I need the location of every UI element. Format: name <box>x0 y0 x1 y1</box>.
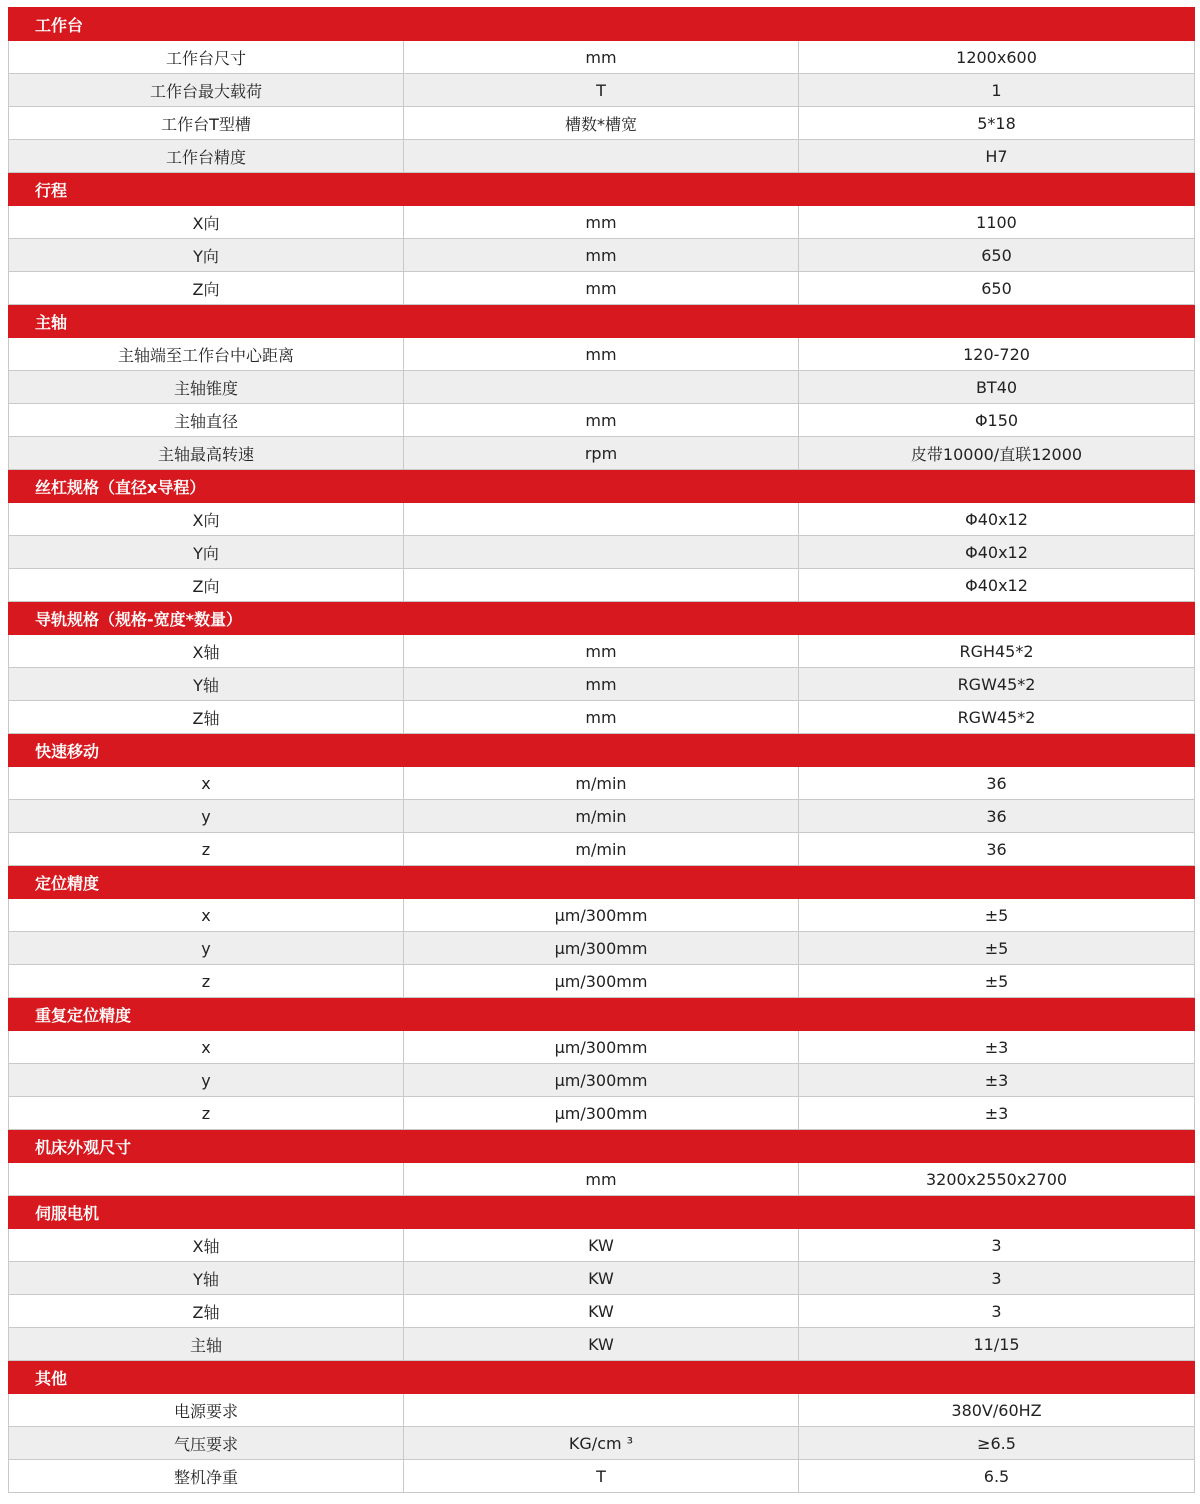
section-title: 快速移动 <box>9 734 1195 767</box>
value-cell: 5*18 <box>799 107 1195 140</box>
section-header-row <box>9 470 1195 503</box>
unit-cell: rpm <box>404 437 799 470</box>
param-name-cell: X轴 <box>9 635 404 668</box>
param-name-cell: x <box>9 1031 404 1064</box>
table-row <box>9 635 1195 668</box>
table-row <box>9 107 1195 140</box>
table-row <box>9 1328 1195 1361</box>
unit-cell <box>404 569 799 602</box>
param-name-cell: Z轴 <box>9 701 404 734</box>
table-row <box>9 1427 1195 1460</box>
section-title: 伺服电机 <box>9 1196 1195 1229</box>
value-cell: 11/15 <box>799 1328 1195 1361</box>
param-name-cell: 整机净重 <box>9 1460 404 1493</box>
value-cell: H7 <box>799 140 1195 173</box>
table-row <box>9 932 1195 965</box>
table-row <box>9 437 1195 470</box>
unit-cell: μm/300mm <box>404 932 799 965</box>
value-cell: 皮带10000/直联12000 <box>799 437 1195 470</box>
section-title: 重复定位精度 <box>9 998 1195 1031</box>
param-name-cell: z <box>9 833 404 866</box>
unit-cell: KW <box>404 1295 799 1328</box>
param-name-cell: 工作台精度 <box>9 140 404 173</box>
param-name-cell: 主轴最高转速 <box>9 437 404 470</box>
unit-cell: T <box>404 74 799 107</box>
value-cell: 3 <box>799 1229 1195 1262</box>
section-header-row <box>9 173 1195 206</box>
table-row <box>9 371 1195 404</box>
param-name-cell: Y向 <box>9 239 404 272</box>
unit-cell: μm/300mm <box>404 1031 799 1064</box>
table-row <box>9 1394 1195 1427</box>
value-cell: 650 <box>799 272 1195 305</box>
table-row <box>9 74 1195 107</box>
param-name-cell: 工作台尺寸 <box>9 41 404 74</box>
unit-cell: mm <box>404 338 799 371</box>
param-name-cell: 工作台T型槽 <box>9 107 404 140</box>
value-cell: ±3 <box>799 1097 1195 1130</box>
unit-cell: μm/300mm <box>404 899 799 932</box>
value-cell: 650 <box>799 239 1195 272</box>
table-row <box>9 668 1195 701</box>
spec-table-body <box>9 8 1195 1493</box>
section-header-row <box>9 305 1195 338</box>
param-name-cell: 工作台最大载荷 <box>9 74 404 107</box>
param-name-cell: z <box>9 965 404 998</box>
param-name-cell: X向 <box>9 503 404 536</box>
param-name-cell: 主轴直径 <box>9 404 404 437</box>
value-cell: 3200x2550x2700 <box>799 1163 1195 1196</box>
param-name-cell: X向 <box>9 206 404 239</box>
value-cell: 6.5 <box>799 1460 1195 1493</box>
unit-cell: m/min <box>404 767 799 800</box>
unit-cell: KG/cm ³ <box>404 1427 799 1460</box>
table-row <box>9 1097 1195 1130</box>
unit-cell <box>404 536 799 569</box>
unit-cell: μm/300mm <box>404 1097 799 1130</box>
value-cell: ≥6.5 <box>799 1427 1195 1460</box>
table-row <box>9 1262 1195 1295</box>
param-name-cell: 气压要求 <box>9 1427 404 1460</box>
table-row <box>9 701 1195 734</box>
value-cell: Φ40x12 <box>799 569 1195 602</box>
param-name-cell: Y向 <box>9 536 404 569</box>
section-header-row <box>9 866 1195 899</box>
unit-cell: KW <box>404 1229 799 1262</box>
table-row <box>9 1229 1195 1262</box>
unit-cell: m/min <box>404 833 799 866</box>
param-name-cell: x <box>9 899 404 932</box>
table-row <box>9 41 1195 74</box>
param-name-cell: Z轴 <box>9 1295 404 1328</box>
unit-cell: mm <box>404 239 799 272</box>
table-row <box>9 899 1195 932</box>
param-name-cell: z <box>9 1097 404 1130</box>
param-name-cell: Z向 <box>9 272 404 305</box>
unit-cell: mm <box>404 1163 799 1196</box>
param-name-cell <box>9 1163 404 1196</box>
section-title: 主轴 <box>9 305 1195 338</box>
table-row <box>9 206 1195 239</box>
value-cell: 36 <box>799 800 1195 833</box>
param-name-cell: y <box>9 1064 404 1097</box>
value-cell: 1100 <box>799 206 1195 239</box>
table-row <box>9 965 1195 998</box>
param-name-cell: x <box>9 767 404 800</box>
unit-cell: mm <box>404 404 799 437</box>
value-cell: 1200x600 <box>799 41 1195 74</box>
unit-cell: m/min <box>404 800 799 833</box>
unit-cell: mm <box>404 272 799 305</box>
param-name-cell: 主轴 <box>9 1328 404 1361</box>
value-cell: 120-720 <box>799 338 1195 371</box>
table-row <box>9 800 1195 833</box>
section-title: 定位精度 <box>9 866 1195 899</box>
unit-cell: mm <box>404 41 799 74</box>
value-cell: 3 <box>799 1262 1195 1295</box>
unit-cell <box>404 503 799 536</box>
table-row <box>9 569 1195 602</box>
param-name-cell: Y轴 <box>9 1262 404 1295</box>
table-row <box>9 1295 1195 1328</box>
table-row <box>9 536 1195 569</box>
unit-cell <box>404 1394 799 1427</box>
value-cell: 1 <box>799 74 1195 107</box>
table-row <box>9 503 1195 536</box>
section-title: 工作台 <box>9 8 1195 41</box>
value-cell: RGW45*2 <box>799 701 1195 734</box>
value-cell: 36 <box>799 833 1195 866</box>
param-name-cell: 电源要求 <box>9 1394 404 1427</box>
section-header-row <box>9 1130 1195 1163</box>
unit-cell: KW <box>404 1262 799 1295</box>
unit-cell: mm <box>404 206 799 239</box>
table-row <box>9 767 1195 800</box>
section-header-row <box>9 1361 1195 1394</box>
value-cell: RGW45*2 <box>799 668 1195 701</box>
value-cell: BT40 <box>799 371 1195 404</box>
section-title: 导轨规格（规格-宽度*数量） <box>9 602 1195 635</box>
unit-cell: μm/300mm <box>404 1064 799 1097</box>
param-name-cell: Z向 <box>9 569 404 602</box>
value-cell: 380V/60HZ <box>799 1394 1195 1427</box>
section-title: 行程 <box>9 173 1195 206</box>
section-header-row <box>9 8 1195 41</box>
section-header-row <box>9 602 1195 635</box>
value-cell: ±5 <box>799 965 1195 998</box>
unit-cell: 槽数*槽宽 <box>404 107 799 140</box>
unit-cell: T <box>404 1460 799 1493</box>
unit-cell: KW <box>404 1328 799 1361</box>
value-cell: 3 <box>799 1295 1195 1328</box>
section-title: 丝杠规格（直径x导程） <box>9 470 1195 503</box>
param-name-cell: X轴 <box>9 1229 404 1262</box>
unit-cell: mm <box>404 635 799 668</box>
section-title: 机床外观尺寸 <box>9 1130 1195 1163</box>
table-row <box>9 404 1195 437</box>
value-cell: Φ40x12 <box>799 503 1195 536</box>
param-name-cell: 主轴端至工作台中心距离 <box>9 338 404 371</box>
table-row <box>9 1064 1195 1097</box>
unit-cell <box>404 371 799 404</box>
table-row <box>9 239 1195 272</box>
section-title: 其他 <box>9 1361 1195 1394</box>
section-header-row <box>9 1196 1195 1229</box>
value-cell: ±5 <box>799 932 1195 965</box>
unit-cell: μm/300mm <box>404 965 799 998</box>
param-name-cell: y <box>9 932 404 965</box>
param-name-cell: 主轴锥度 <box>9 371 404 404</box>
table-row <box>9 1460 1195 1493</box>
table-row <box>9 140 1195 173</box>
value-cell: ±3 <box>799 1031 1195 1064</box>
table-row <box>9 272 1195 305</box>
section-header-row <box>9 998 1195 1031</box>
unit-cell: mm <box>404 701 799 734</box>
value-cell: 36 <box>799 767 1195 800</box>
value-cell: Φ150 <box>799 404 1195 437</box>
param-name-cell: y <box>9 800 404 833</box>
unit-cell <box>404 140 799 173</box>
value-cell: ±3 <box>799 1064 1195 1097</box>
table-row <box>9 833 1195 866</box>
section-header-row <box>9 734 1195 767</box>
unit-cell: mm <box>404 668 799 701</box>
param-name-cell: Y轴 <box>9 668 404 701</box>
table-row <box>9 338 1195 371</box>
value-cell: RGH45*2 <box>799 635 1195 668</box>
table-row <box>9 1031 1195 1064</box>
value-cell: ±5 <box>799 899 1195 932</box>
table-row <box>9 1163 1195 1196</box>
spec-table <box>8 7 1195 1493</box>
value-cell: Φ40x12 <box>799 536 1195 569</box>
